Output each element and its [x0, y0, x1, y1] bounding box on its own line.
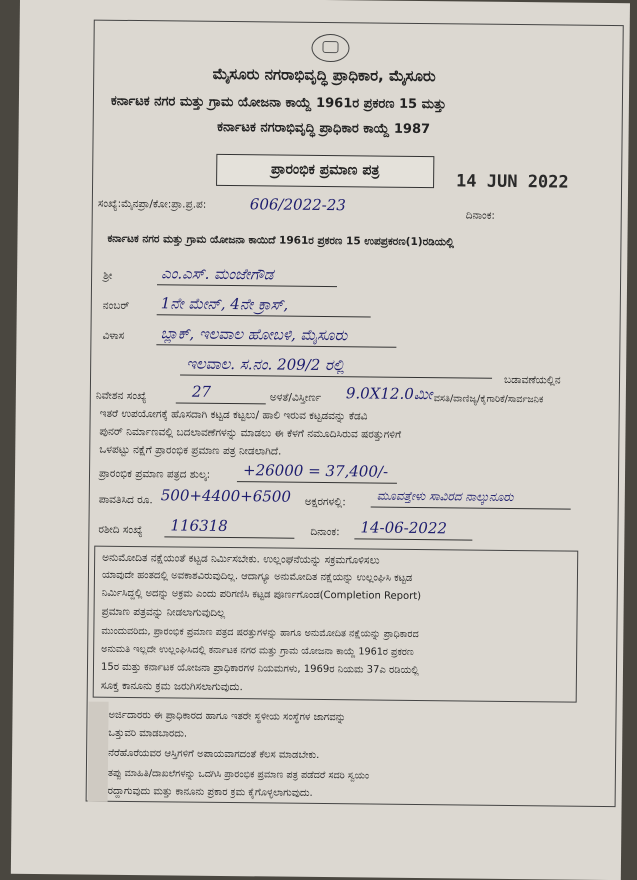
certificate-title-box — [216, 154, 434, 188]
body-line-1: ಇತರೆ ಉಪಯೋಗಕ್ಕೆ ಹೊಸದಾಗಿ ಕಟ್ಟಡ ಕಟ್ಟಲು/ ಹಾಲಿ ಇರುವ ಕಟ್ಟಡವನ್ನು ಕೆಡವಿ — [99, 407, 368, 423]
act-reference-line: ಕರ್ನಾಟಕ ನಗರ ಮತ್ತು ಗ್ರಾಮ ಯೋಜನಾ ಕಾಯಿದೆ 1961ರ ಪ್ರಕರಣ 15 ಉಪಪ್ರಕರಣ(1)ರಡಿಯಲ್ಲಿ — [107, 232, 455, 249]
site-dimension: 9.0X12.0ಮೀ — [345, 384, 433, 404]
receipt-number: 116318 — [170, 516, 228, 536]
site-label: ನಿವೇಶನ ಸಂಖ್ಯೆ — [95, 389, 147, 403]
authority-seal-icon — [311, 34, 349, 62]
fee-label: ಪ್ರಾರಂಭಿಕ ಪ್ರಮಾಣ ಪತ್ರದ ಶುಲ್ಕ: — [98, 467, 211, 481]
condition-3-line-1: ತಪ್ಪು ಮಾಹಿತಿ/ದಾಖಲೆಗಳನ್ನು ಒದಗಿಸಿ ಪ್ರಾರಂಭಿಕ ಪ್ರಮಾಣ ಪತ್ರ ಪಡೆದರೆ ಸದರಿ ಸ್ವಯಂ — [107, 767, 370, 782]
receipt-date-label: ದಿನಾಂಕ: — [310, 525, 340, 539]
condition-box-line-6: ಅನುಮತಿ ಇಲ್ಲದೇ ಉಲ್ಲಂಘಿಸಿದಲ್ಲಿ ಕರ್ನಾಟಕ ನಗರ ಮತ್ತು ಗ್ರಾಮ ಯೋಜನಾ ಕಾಯ್ದೆ 1961ರ ಪ್ರಕರಣ — [101, 643, 414, 658]
condition-box-line-7: 15ರ ಮತ್ತು ಕರ್ನಾಟಕ ಯೋಜನಾ ಪ್ರಾಧಿಕಾರಗಳ ನಿಯಮಗಳು, 1969ರ ನಿಯಮ 37ಎ ರಡಿಯಲ್ಲಿ — [100, 661, 419, 677]
applicant-name-label: ಶ್ರೀ — [103, 269, 113, 282]
fee-in-words: ಮೂವತ್ತೇಳು ಸಾವಿರದ ನಾಲ್ಕುನೂರು — [376, 488, 514, 505]
condition-box-line-4: ಪ್ರಮಾಣ ಪತ್ರವನ್ನು ನೀಡಲಾಗುವುದಿಲ್ಲ — [101, 605, 226, 619]
condition-1-line-1: ಅರ್ಜಿದಾರರು ಈ ಪ್ರಾಧಿಕಾರದ ಹಾಗೂ ಇತರೇ ಸ್ಥಳೀಯ ಸಂಸ್ಥೆಗಳ ಜಾಗವನ್ನು — [108, 709, 346, 724]
fee-breakup: 500+4400+6500 — [160, 486, 292, 506]
body-line-2: ಪುನರ್ ನಿರ್ಮಾಣವಲ್ಲಿ ಬದಲಾವಣೆಗಳನ್ನು ಮಾಡಲು ಈ ಕೆಳಗೆ ನಮೂದಿಸಿರುವ ಷರತ್ತುಗಳಿಗೆ — [99, 425, 402, 441]
conditions-box — [93, 546, 579, 703]
faded-margin — [88, 702, 109, 802]
condition-box-line-5: ಮುಂದುವರಿದು, ಪ್ರಾರಂಭಿಕ ಪ್ರಮಾಣ ಪತ್ರದ ಷರತ್ತುಗಳನ್ನು ಹಾಗೂ ಅನುಮೋದಿತ ನಕ್ಷೆಯನ್ನು ಪ್ರಾಧಿಕಾರದ — [101, 625, 419, 641]
reference-number: 606/2022-23 — [249, 195, 346, 215]
certificate-title: ಪ್ರಾರಂಭಿಕ ಪ್ರಮಾಣ ಪತ್ರ — [270, 161, 380, 179]
breakup-label: ಪಾವತಿಸಿದ ರೂ. — [98, 493, 153, 507]
fee-value: +26000 = 37,400/- — [242, 461, 389, 481]
authority-name: ಮೈಸೂರು ನಗರಾಭಿವೃದ್ಧಿ ಪ್ರಾಧಿಕಾರ, ಮೈಸೂರು — [212, 64, 436, 86]
condition-3-line-2: ರದ್ದಾಗುವುದು ಮತ್ತು ಕಾನೂನು ಪ್ರಕಾರ ಕ್ರಮ ಕೈಗೊಳ್ಳಲಾಗುವುದು. — [107, 785, 313, 799]
site-number: 27 — [191, 382, 212, 401]
condition-1-line-2: ಒತ್ತುವರಿ ಮಾಡಬಾರದು. — [108, 727, 188, 740]
condition-box-line-1: ಅನುಮೋದಿತ ನಕ್ಷೆಯಂತೆ ಕಟ್ಟಡ ನಿರ್ಮಿಸಬೇಕು. ಉಲ್ಲಂಘನೆಯನ್ನು ಸಕ್ರಮಗೊಳಿಸಲು — [102, 551, 380, 567]
condition-2: ನೆರೆಹೊರೆಯವರ ಆಸ್ತಿಗಳಿಗೆ ಅಪಾಯವಾಗದಂತೆ ಕೆಲಸ ಮಾಡಬೇಕು. — [108, 747, 320, 761]
locality-label: ವಿಳಾಸ — [102, 329, 125, 342]
reference-label: ಸಂಖ್ಯೆ:ಮೈನಪ್ರಾ/ಕೋ:ಪ್ರಾ.ಪ್ರ.ಪ: — [97, 197, 207, 211]
applicant-locality: ಬ್ಲಾಕ್, ಇಲವಾಲ ಹೋಬಳಿ, ಮೈಸೂರು — [160, 324, 348, 345]
survey-number: ಇಲವಾಲ. ಸ.ನಂ. 209/2 ರಲ್ಲಿ — [186, 354, 345, 375]
date-stamp: 14 JUN 2022 — [456, 171, 569, 193]
receipt-label: ರಶೀದಿ ಸಂಖ್ಯೆ — [98, 523, 143, 537]
act-line-2: ಕರ್ನಾಟಕ ನಗರಾಭಿವೃದ್ಧಿ ಪ್ರಾಧಿಕಾರ ಕಾಯ್ದೆ 1987 — [217, 119, 431, 138]
act-line-1: ಕರ್ನಾಟಕ ನಗರ ಮತ್ತು ಗ್ರಾಮ ಯೋಜನಾ ಕಾಯ್ದೆ 1961ರ ಪ್ರಕರಣ 15 ಮತ್ತು — [110, 93, 447, 113]
applicant-name: ಎಂ.ಎಸ್. ಮಂಜೇಗೌಡ — [161, 264, 274, 284]
condition-box-line-2: ಯಾವುದೇ ಹಂತದಲ್ಲಿ ಅವಕಾಶವಿರುವುದಿಲ್ಲ. ಆದಾಗ್ಯೂ ಅನುಮೋದಿತ ನಕ್ಷೆಯನ್ನು ಉಲ್ಲಂಘಿಸಿ ಕಟ್ಟಡ — [101, 569, 413, 584]
reference-date-label: ದಿನಾಂಕ: — [465, 209, 496, 222]
body-line-3: ಒಳಪಟ್ಟು ನಕ್ಷೆಗೆ ಪ್ರಾರಂಭಿಕ ಪ್ರಮಾಣ ಪತ್ರ ನೀಡಲಾಗಿದೆ. — [99, 443, 282, 458]
usage-suffix: ವಸತಿ/ವಾಣಿಜ್ಯ/ಕೈಗಾರಿಕೆ/ಸಾರ್ವಜನಿಕ — [433, 393, 544, 406]
receipt-date: 14-06-2022 — [360, 518, 448, 538]
document-page — [11, 0, 630, 880]
address-label: ನಂಬರ್ — [102, 299, 130, 312]
words-label: ಅಕ್ಷರಗಳಲ್ಲಿ: — [304, 495, 346, 509]
condition-box-line-3: ನಿರ್ಮಿಸಿದ್ದಲ್ಲಿ ಅದನ್ನು ಅಕ್ರಮ ಎಂದು ಪರಿಗಣಿಸಿ ಕಟ್ಟಡ ಪೂರ್ಣಗೊಂಡ(Completion Report) — [101, 587, 422, 603]
dimension-label: ಅಳತೆ/ವಿಸ್ತೀರ್ಣ — [269, 391, 322, 404]
layout-suffix: ಬಡಾವಣೆಯಲ್ಲಿನ — [503, 373, 561, 387]
condition-box-line-8: ಸೂಕ್ತ ಕಾನೂನು ಕ್ರಮ ಜರುಗಿಸಲಾಗುವುದು. — [100, 679, 243, 694]
applicant-address: 1ನೇ ಮೇನ್, 4ನೇ ಕ್ರಾಸ್, — [160, 294, 289, 314]
